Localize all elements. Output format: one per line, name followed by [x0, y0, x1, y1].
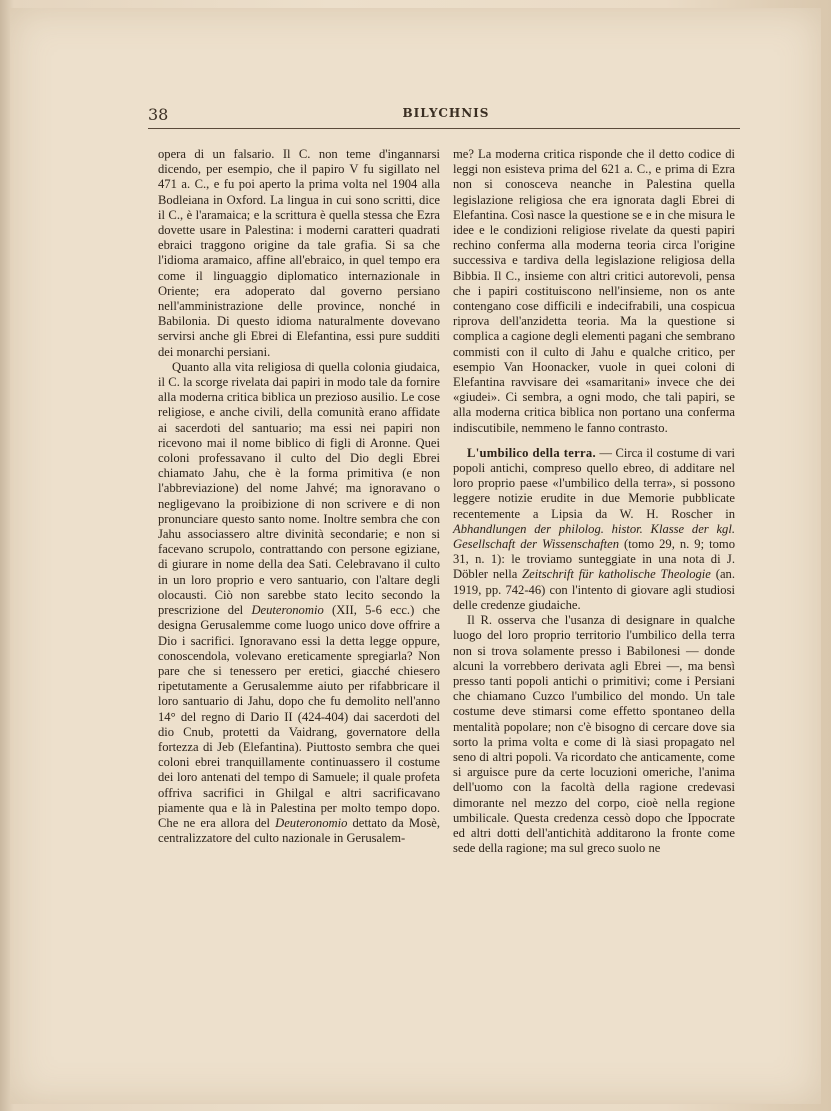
italic-reference: Zeitschrift für katholische Theologie	[522, 567, 711, 582]
left-column	[158, 147, 440, 846]
text-run: — Circa il costume di vari popoli antichi, compreso quello ebreo, di additare nel loro proprio paese «l'umbilico della terra», si possono leggere notizie erudite in due Memorie pubblicate recentemente a Lipsia da W. H. Roscher in	[453, 445, 735, 521]
text-run: dettato da Mosè, centralizzatore del culto nazionale in Gerusalem-	[158, 815, 440, 846]
italic-title: Deuteronomio	[251, 603, 324, 618]
running-title: BILYCHNIS	[402, 106, 490, 120]
paragraph	[158, 360, 440, 847]
header-rule	[148, 128, 740, 129]
paragraph: Il R. osserva che l'usanza di designare in qualche luogo del loro proprio territorio l'umbilico della terra non si trova solamente presso i Babilonesi — donde alcuni la vorrebbero derivata agli Ebrei —, ma bensì presso tanti popoli antichi o primitivi; come i Persiani che chiamano Cuzco l'umbilico del mondo. Un tale costume deve stimarsi come effetto spontaneo della mentalità popolare; non c'è bisogno di cercare dove sia sorto la prima volta e come di là siasi propagato nel seno di altri popoli. Va ricordato che anticamente, come si arguisce pure da certe locuzioni omeriche, l'anima dell'uomo con la facoltà della ragione credevasi dimorante nel mezzo del corpo, cioè nella regione umbilicale. Questa credenza cessò dopo che Ippocrate ed altri dotti dell'antichità additarono la fronte come sede della ragione; ma sul greco suolo ne	[453, 613, 735, 856]
text-run: (XII, 5-6 ecc.) che designa Gerusalemme come luogo unico dove offrire a Dio i sacrifici. Ignoravano essi la detta legge oppure, conoscendola, volevano ereticamente spregiarla? Non pare che si tenessero per eretici, giacché chiesero ripetutamente a Gerusalemme aiuto per rifabbricare il loro santuario di Jahu, dopo che fu demolito nell'anno 14° del regno di Dario II (424-404) dai sacerdoti del dio Cnub, protetti da Vaidrang, governatore della fortezza di Jeb (Elefantina). Piuttosto sembra che quei coloni ebrei tranquillamente continuassero il costume dei loro antenati del tempo di Samuele; il quale profeta offriva sacrifici in Ghilgal e altri sacrificavano piamente qua e là in Palestina per molto tempo dopo. Che ne era allora del	[158, 603, 441, 830]
section-title: L'umbilico della terra.	[467, 445, 596, 460]
text-run: (tomo 29, n. 9; tomo 31, n. 1): le troviamo sunteggiate in una nota di J. Döbler nella	[453, 537, 735, 582]
right-column	[453, 147, 735, 856]
italic-title: Deuteronomio	[275, 815, 348, 830]
section-gap	[453, 436, 735, 446]
italic-reference: Abhandlungen der philolog. histor. Klasse der kgl. Gesellschaft der Wissenschaften	[453, 521, 735, 552]
text-run: Quanto alla vita religiosa di quella colonia giudaica, il C. la scorge rivelata dai papiri in modo tale da fornire alla moderna critica biblica un prezioso ausilio. Le cose religiose, e anche civili, della comunità erano affidate ai sacerdoti del santuario; ma essi nei papiri non ricevono mai il nome biblico di figli di Aronne. Quei coloni professavano il culto del Dio degli Ebrei chiamato Jahu, che è la forma primitiva (e non l'abbreviazione) del nome Jahvé; ma ignoravano o negligevano la proibizione di non scrivere e di non pronunciare questo santo nome. Inoltre sembra che con Jahu associassero altre divinità secondarie; e non si facevano scrupolo, contrattando con persone egiziane, di giurare in nome della dea Sati. Celebravano il culto in un loro proprio e vero santuario, con l'altare degli olocausti. Ciò non sarebbe stato lecito secondo la prescrizione del	[158, 359, 440, 618]
text-run: (an. 1919, pp. 742-46) con l'intento di giovare agli studiosi delle credenze giudaiche.	[453, 567, 735, 612]
page-number: 38	[148, 105, 169, 124]
paragraph: opera di un falsario. Il C. non teme d'ingannarsi dicendo, per esempio, che il papiro V fu sigillato nel 471 a. C., e fu poi aperto la prima volta nel 1904 alla Bodleiana in Oxford. La lingua in cui sono scritti, dice il C., è l'aramaica; e la scrittura è quella stessa che Ezra dovette usare in Palestina: i moderni caratteri quadrati ebraici traggono origine da tale grafia. Si sa che l'idioma aramaico, affine all'ebraico, in quel tempo era come il linguaggio diplomatico internazionale in Oriente; era adoperato dal governo persiano nell'amministrazione delle province, nonché in Babilonia. Di questo idioma naturalmente dovevano servirsi anche gli Ebrei di Elefantina, essi pure sudditi dei monarchi persiani.	[158, 147, 440, 359]
paragraph: me? La moderna critica risponde che il detto codice di leggi non esisteva prima del 621 a. C., e prima di Ezra non si conosceva neanche in Palestina quella legislazione religiosa che era ignorata dagli Ebrei di Elefantina. Così nasce la questione se e in che misura le idee e le condizioni religiose rivelate da questi papiri rechino conferma alla moderna teoria circa l'origine successiva e tardiva della legislazione religiosa della Bibbia. Il C., insieme con altri critici autorevoli, pensa che i papiri costituiscono nell'insieme, non os ante contengano cose difficili e indecifrabili, una cospicua riprova dell'anzidetta teoria. Ma la questione si complica a cagione degli elementi pagani che sembrano commisti con il culto di Jahu e qualche critico, per esempio Van Hoonacker, vuole in quei coloni di Elefantina ravvisare dei «samaritani» invece che dei «giudei». Ci sembra, a ogni modo, che tali papiri, se alla moderna critica biblica non portano una conferma indiscutibile, nemmeno le fanno contrasto.	[453, 147, 735, 435]
paragraph	[453, 446, 735, 613]
